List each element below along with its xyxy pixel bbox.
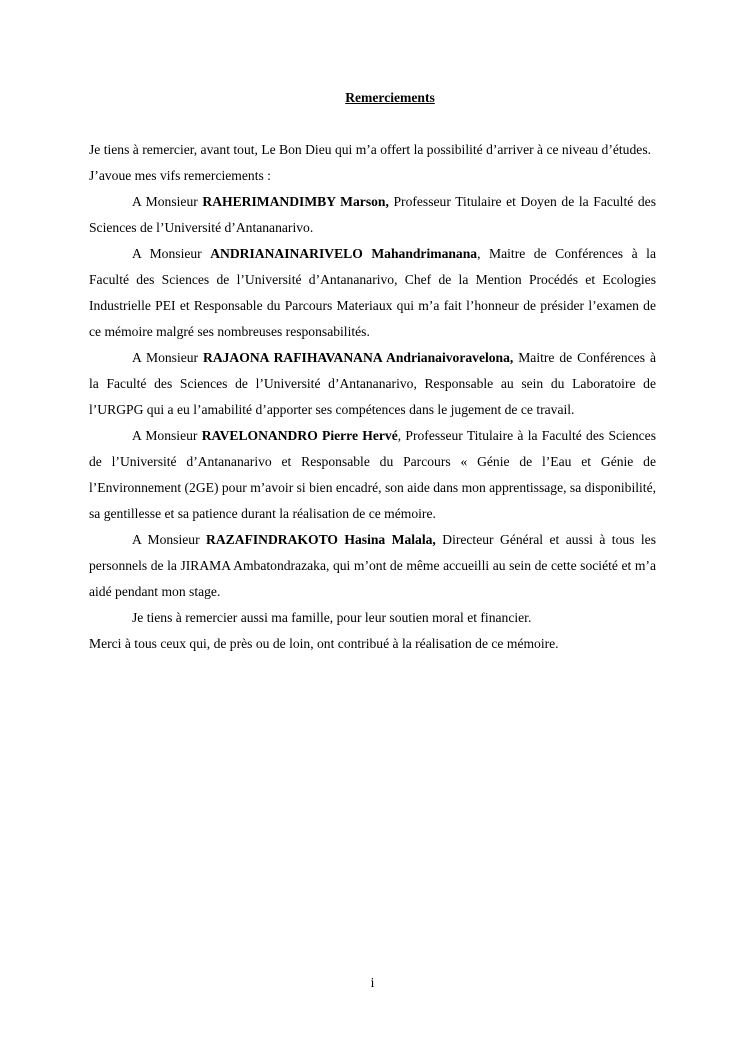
acknowledgement-text: , Maitre de Conférences à la Faculté des Sciences de l’Université d’Antananarivo, Chef de la Mention Procédés et Ecologies Industrielle PEI et Responsable du Parcours Materiaux qui m’a fait l’honneur de présider l’examen de ce mémoire malgré ses nombreuses responsabilités. [89,246,656,339]
acknowledgement-name: RAZAFINDRAKOTO Hasina Malala, [206,532,436,547]
acknowledgement-prefix: A Monsieur [132,194,203,209]
acknowledgement-paragraph [89,241,656,345]
acknowledgement-name: RAHERIMANDIMBY Marson, [202,194,389,209]
intro-paragraph: Je tiens à remercier, avant tout, Le Bon Dieu qui m’a offert la possibilité d’arriver à ce niveau d’études. [89,142,652,157]
acknowledgement-name: RAVELONANDRO Pierre Hervé [201,428,398,443]
acknowledgement-paragraph [89,423,656,527]
document-body [89,137,656,657]
closing-paragraph: Merci à tous ceux qui, de près ou de loin, ont contribué à la réalisation de ce mémoire. [89,636,559,651]
acknowledgement-paragraph [89,189,656,241]
acknowledgement-paragraph [89,345,656,423]
acknowledgement-text: Directeur Général et aussi à tous les personnels de la JIRAMA Ambatondrazaka, qui m’ont de même accueilli au sein de cette société et m’a aidé pendant mon stage. [89,532,657,599]
acknowledgement-paragraph [89,527,656,605]
acknowledgement-prefix: A Monsieur [132,428,202,443]
acknowledgement-text: Professeur Titulaire et Doyen de la Faculté des Sciences de l’Université d’Antananarivo. [89,194,656,235]
acknowledgement-name: ANDRIANAINARIVELO Mahandrimanana [210,246,478,261]
page-title: Remerciements [345,90,435,105]
acknowledgement-name: RAJAONA RAFIHAVANANA Andrianaivoravelona, [203,350,514,365]
acknowledgement-text: Maitre de Conférences à la Faculté des Sciences de l’Université d’Antananarivo, Responsable au sein du Laboratoire de l’URGPG qui a eu l’amabilité d’apporter ses compétences dans le jugement de ce travail. [89,350,656,417]
acknowledgement-prefix: A Monsieur [132,532,207,547]
acknowledgement-prefix: A Monsieur [132,246,211,261]
page-number: i [370,975,375,990]
acknowledgement-prefix: A Monsieur [132,350,203,365]
avowal-paragraph: J’avoue mes vifs remerciements : [89,168,271,183]
acknowledgement-text: , Professeur Titulaire à la Faculté des Sciences de l’Université d’Antananarivo et Responsable du Parcours « Génie de l’Eau et Génie de l’Environnement (2GE) pour m’avoir si bien encadré, son aide dans mon apprentissage, sa disponibilité, sa gentillesse et sa patience durant la réalisation de ce mémoire. [89,428,657,521]
family-paragraph: Je tiens à remercier aussi ma famille, pour leur soutien moral et financier. [132,610,532,625]
